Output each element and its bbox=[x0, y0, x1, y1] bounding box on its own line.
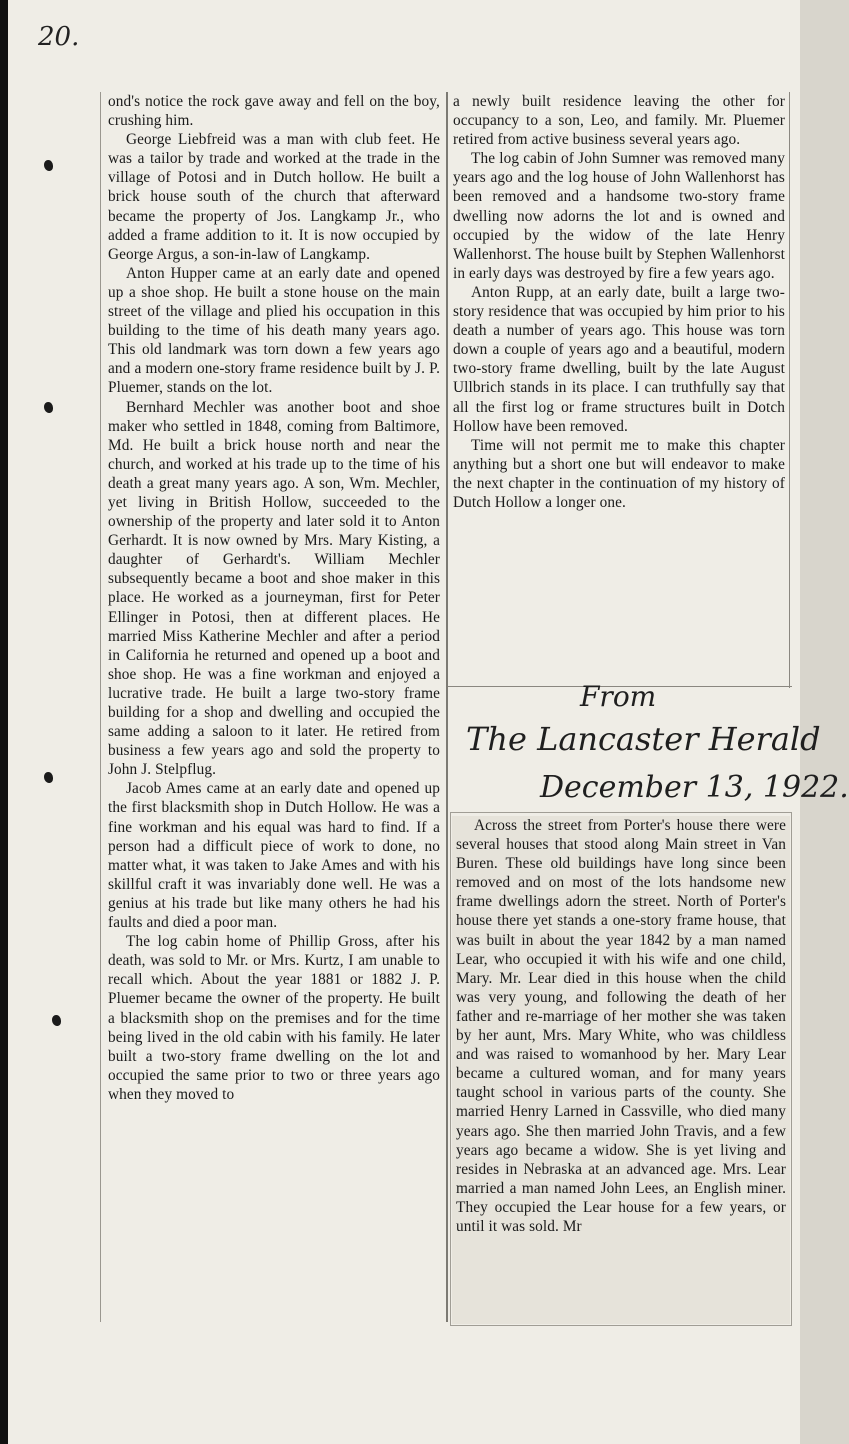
binder-hole-mark bbox=[52, 1015, 61, 1026]
column-divider bbox=[446, 92, 448, 1322]
paragraph: ond's notice the rock gave away and fell on the boy, crushing him. bbox=[108, 93, 440, 130]
handwritten-date: December 13, 1922. bbox=[540, 770, 849, 805]
paragraph: The log cabin of John Sumner was removed many years ago and the log house of John Wallenhorst has been removed and a handsome two-story frame dwelling now adorns the lot and is owned and occupied by the widow of the late Henry Wallenhorst. The house built by Stephen Wallenhorst in early days was destroyed by fire a few years ago. bbox=[453, 150, 785, 282]
handwritten-from: From bbox=[580, 680, 657, 713]
page-number: 20. bbox=[38, 22, 80, 52]
paragraph: Across the street from Porter's house there were several houses that stood along Main street in Van Buren. These old buildings have long since been removed and on most of the lots handsome new frame dwellings adorn the street. North of Porter's house there yet stands a one-story frame house, that was built in about the year 1842 by a man named Lear, who occupied it with his wife and one child, Mary. Mr. Lear died in this house when the child was very young, and following the death of her father and re-marriage of her mother she was taken by her aunt, Mrs. Mary White, who was childless and was raised to womanhood by her. Mary Lear became a cultured woman, and for many years taught school in various parts of the county. She married Henry Larned in Cassville, who died many years ago. She then married John Travis, and a few years ago became a widow. She is yet living and resides in Nebraska at an advanced age. Mrs. Lear married a man named John Lees, an English miner. They occupied the Lear house for a few years, or until it was sold. Mr bbox=[456, 817, 786, 1235]
clipping-edge-right bbox=[789, 92, 790, 688]
right-column-top-clipping bbox=[453, 92, 785, 682]
paragraph: Time will not permit me to make this chapter anything but a short one but will endeavor to make the next chapter in the continuation of my history of Dutch Hollow a longer one. bbox=[453, 436, 785, 511]
left-column-clipping bbox=[108, 92, 440, 1320]
paragraph: Anton Rupp, at an early date, built a large two-story residence that was occupied by him prior to his death a number of years ago. This house was torn down a couple of years ago and a beautiful, modern two-story frame dwelling, built by the late August Ullbrich stands in its place. I can truthfully say that all the first log or frame structures built in Dotch Hollow have been removed. bbox=[453, 283, 785, 435]
handwritten-source: The Lancaster Herald bbox=[466, 720, 821, 758]
binder-hole-mark bbox=[44, 160, 53, 171]
binder-hole-mark bbox=[44, 402, 53, 413]
paragraph: Anton Hupper came at an early date and opened up a shoe shop. He built a stone house on the main street of the village and plied his occupation in this building to the time of his death many years ago. This old landmark was torn down a few years ago and a modern one-story frame residence built by J. P. Pluemer, stands on the lot. bbox=[108, 264, 440, 397]
paragraph: Bernhard Mechler was another boot and shoe maker who settled in 1848, coming from Baltimore, Md. He built a brick house north and near the church, and worked at his trade up to the time of his death a great many years ago. A son, Wm. Mechler, yet living in British Hollow, succeeded to the ownership of the property and later sold it to Anton Gerhardt. It is now owned by Mrs. Mary Kisting, a daughter of Gerhardt's. William Mechler subsequently became a boot and shoe maker in this place. He worked as a journeyman, first for Peter Ellinger in Potosi, then at different places. He married Miss Katherine Mechler and after a period in California he returned and opened up a boot and shoe shop. He was a fine workman and enjoyed a lucrative trade. He built a large two-story frame building for a shop and dwelling and occupied the same adding a saloon to it later. He retired from business a few years ago and sold the property to John J. Stelpflug. bbox=[108, 398, 440, 779]
right-column-bottom-clipping bbox=[452, 816, 790, 1324]
paragraph: George Liebfreid was a man with club feet. He was a tailor by trade and worked at the trade in the village of Potosi and in Dutch hollow. He built a brick house south of the church that afterward became the property of Jos. Langkamp Jr., who added a frame addition to it. It is now occupied by George Argus, a son-in-law of Langkamp. bbox=[108, 131, 440, 263]
clipping-edge-left bbox=[100, 92, 101, 1322]
scan-edge bbox=[0, 0, 8, 1444]
paragraph: a newly built residence leaving the other for occupancy to a son, Leo, and family. Mr. Pluemer retired from active business several years ago. bbox=[453, 93, 785, 149]
binder-hole-mark bbox=[44, 772, 53, 783]
paragraph: Jacob Ames came at an early date and opened up the first blacksmith shop in Dutch Hollow. He was a fine workman and his equal was hard to find. If a person had a difficult piece of work to done, no matter what, it was taken to Jake Ames and with his skillful craft it was invariably done well. He was a genius at his trade but like many others he had his faults and died a poor man. bbox=[108, 780, 440, 932]
paragraph: The log cabin home of Phillip Gross, after his death, was sold to Mr. or Mrs. Kurtz, I am unable to recall which. About the year 1881 or 1882 J. P. Pluemer became the owner of the property. He built a blacksmith shop on the premises and for the time being lived in the old cabin with his family. He later built a two-story frame dwelling on the lot and occupied the same prior to two or three years ago when they moved to bbox=[108, 933, 440, 1103]
